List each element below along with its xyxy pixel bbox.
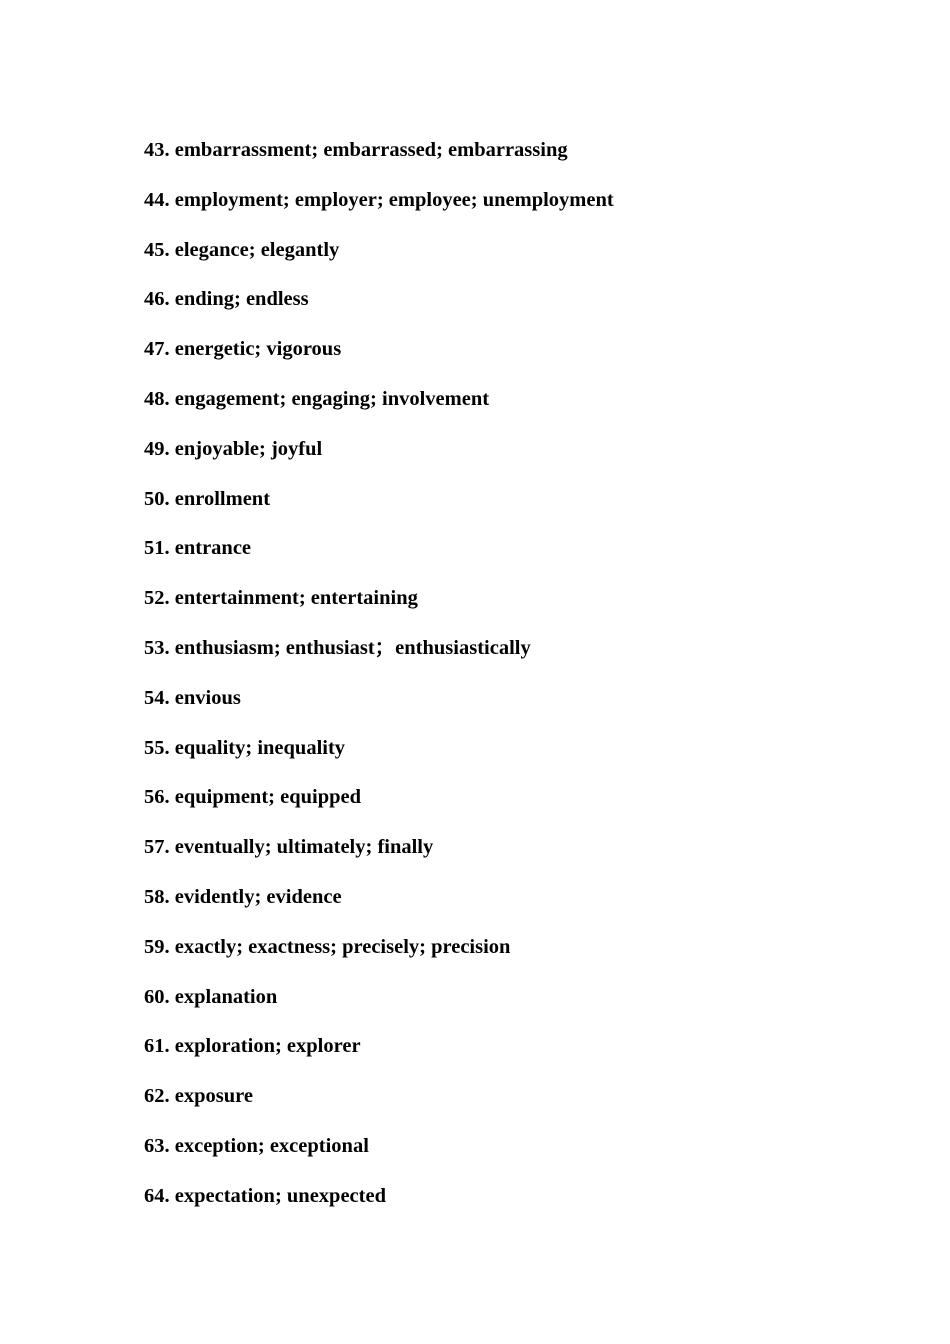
list-item: 44. employment; employer; employee; unemployment	[144, 188, 614, 211]
list-item: 50. enrollment	[144, 487, 271, 510]
list-item: 59. exactly; exactness; precisely; precision	[144, 935, 511, 958]
list-item: 43. embarrassment; embarrassed; embarrassing	[144, 139, 568, 161]
list-item: 49. enjoyable; joyful	[144, 437, 323, 460]
list-item: 55. equality; inequality	[144, 736, 346, 759]
list-item: 51. entrance	[144, 537, 252, 560]
list-item: 62. exposure	[144, 1085, 253, 1108]
list-item: 46. ending; endless	[144, 288, 309, 311]
list-item: 60. explanation	[144, 985, 278, 1008]
list-item: 47. energetic; vigorous	[144, 338, 342, 361]
list-item: 58. evidently; evidence	[144, 885, 342, 908]
list-item: 48. engagement; engaging; involvement	[144, 387, 490, 410]
list-item: 56. equipment; equipped	[144, 786, 362, 809]
list-item: 61. exploration; explorer	[144, 1035, 361, 1058]
answer-list	[144, 136, 614, 1232]
list-item: 54. envious	[144, 686, 241, 709]
list-item: 64. expectation; unexpected	[144, 1184, 386, 1207]
list-item: 52. entertainment; entertaining	[144, 587, 418, 610]
list-item: 57. eventually; ultimately; finally	[144, 836, 434, 859]
list-item: 45. elegance; elegantly	[144, 238, 340, 261]
list-item: 63. exception; exceptional	[144, 1134, 369, 1157]
list-item: 53. enthusiasm; enthusiast；enthusiastically	[144, 636, 531, 659]
